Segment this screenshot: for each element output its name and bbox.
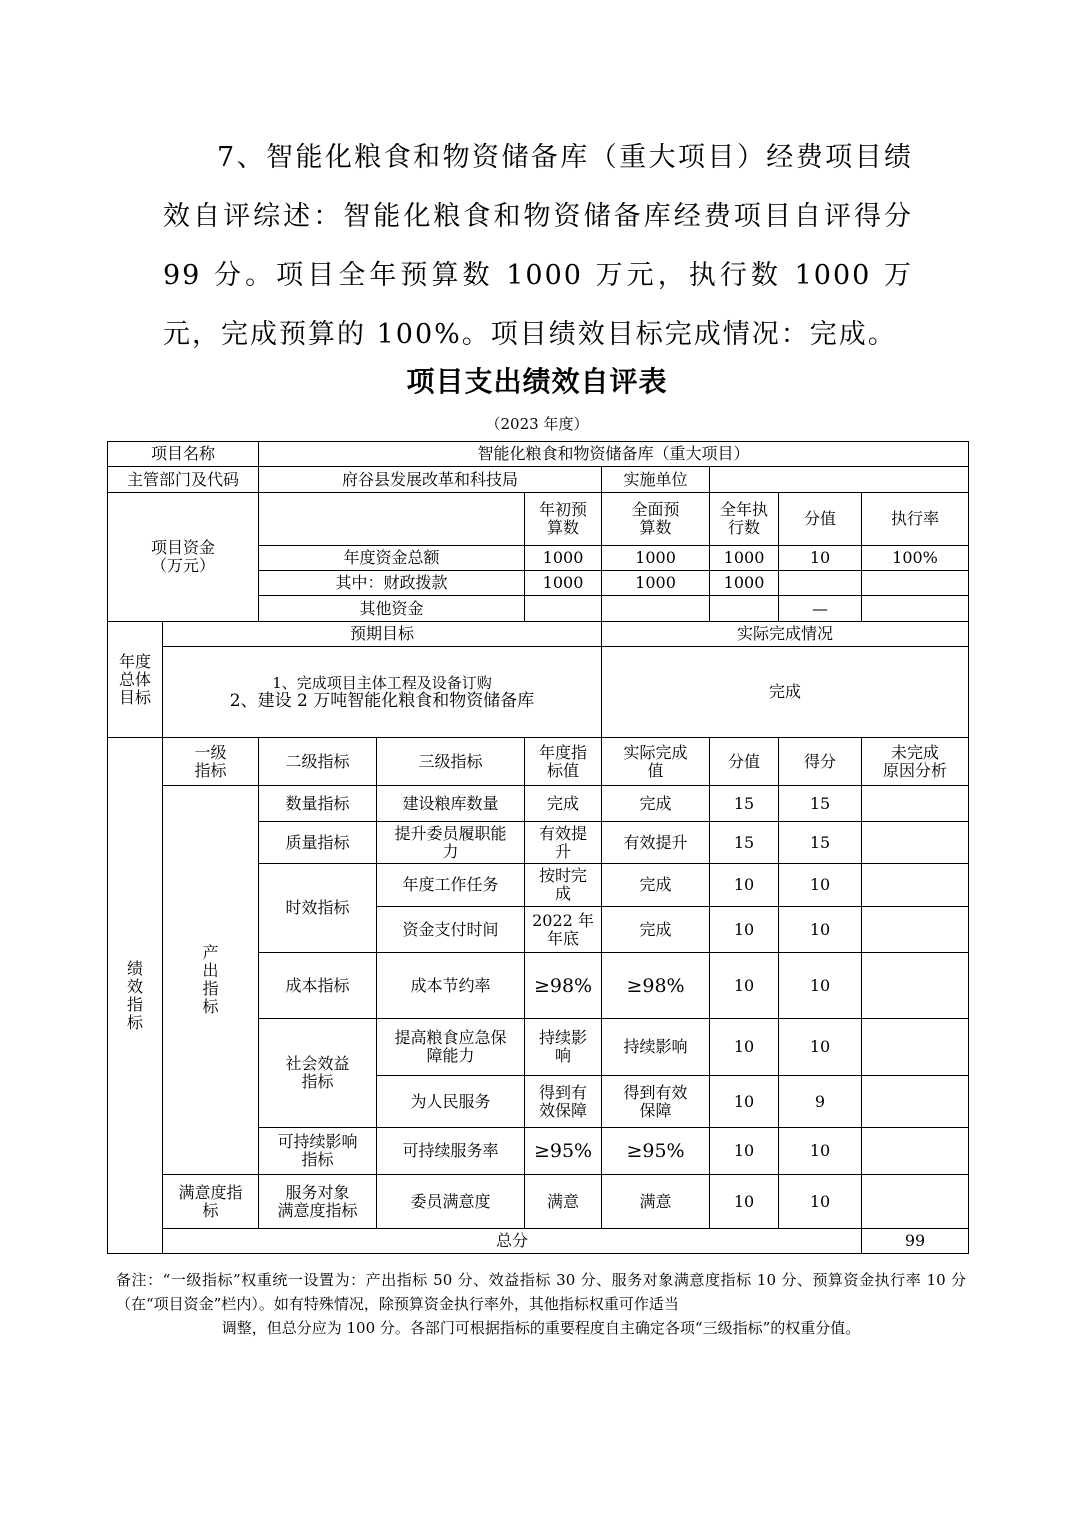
points-cell: 10: [710, 1128, 779, 1175]
perf-indicator-label: 绩 效 指 标: [108, 738, 163, 1254]
points-cell: 10: [710, 1076, 779, 1128]
actual-cell: 完成: [602, 864, 710, 907]
funds-cell: 1000: [525, 571, 602, 596]
expected-goal-text: [163, 647, 602, 738]
impl-unit-label: 实施单位: [602, 467, 710, 493]
score-cell: 9: [779, 1076, 862, 1128]
points-cell: 10: [710, 953, 779, 1019]
intro-paragraph: [163, 128, 913, 364]
score-cell: 15: [779, 822, 862, 864]
goal-line: 2、建设 2 万吨智能化粮食和物资储备库: [229, 691, 535, 711]
actual-cell: 满意: [602, 1175, 710, 1229]
output-indicator-label: 产 出 指 标: [163, 786, 259, 1175]
funds-label: 项目资金 （万元）: [108, 493, 259, 622]
actual-cell: 完成: [602, 907, 710, 953]
funds-cell: [862, 596, 969, 622]
perf-header-l3: 三级指标: [377, 738, 525, 786]
reason-cell: [862, 1076, 969, 1128]
points-cell: 10: [710, 864, 779, 907]
l3-cell: 为人民服务: [377, 1076, 525, 1128]
score-cell: 10: [779, 1019, 862, 1076]
reason-cell: [862, 786, 969, 822]
points-cell: 10: [710, 1175, 779, 1229]
l3-cell: 资金支付时间: [377, 907, 525, 953]
table-row: [108, 786, 969, 822]
l3-cell: 可持续服务率: [377, 1128, 525, 1175]
perf-header-reason: 未完成 原因分析: [862, 738, 969, 786]
l2-cell: 质量指标: [259, 822, 377, 864]
footnote-last-line: 调整，但总分应为 100 分。各部门可根据指标的重要程度自主确定各项“三级指标”的权重分值。: [221, 1319, 861, 1337]
project-name-label: 项目名称: [108, 442, 259, 467]
score-cell: 10: [779, 953, 862, 1019]
l3-cell: 委员满意度: [377, 1175, 525, 1229]
evaluation-table: [107, 441, 969, 1254]
project-name-value: 智能化粮食和物资储备库（重大项目）: [259, 442, 969, 467]
l3-cell: 建设粮库数量: [377, 786, 525, 822]
perf-header-actual: 实际完成 值: [602, 738, 710, 786]
funds-cell: 1000: [710, 546, 779, 571]
perf-header-points: 分值: [710, 738, 779, 786]
score-cell: 15: [779, 786, 862, 822]
points-cell: 15: [710, 822, 779, 864]
reason-cell: [862, 822, 969, 864]
funds-header-initial: 年初预 算数: [525, 493, 602, 546]
actual-cell: 有效提升: [602, 822, 710, 864]
annual-goal-label: 年度 总体 目标: [108, 622, 163, 738]
score-cell: 10: [779, 1175, 862, 1229]
actual-cell: ≥95%: [602, 1128, 710, 1175]
funds-cell: 1000: [710, 571, 779, 596]
funds-row-label: 其他资金: [259, 596, 525, 622]
total-score: 99: [862, 1229, 969, 1254]
actual-completion-text: 完成: [602, 647, 969, 738]
reason-cell: [862, 864, 969, 907]
actual-completion-label: 实际完成情况: [602, 622, 969, 647]
target-cell: ≥98%: [525, 953, 602, 1019]
target-cell: 2022 年 年底: [525, 907, 602, 953]
l2-cell: 社会效益 指标: [259, 1019, 377, 1128]
score-cell: 10: [779, 1128, 862, 1175]
footnote-text: 备注：“一级指标”权重统一设置为：产出指标 50 分、效益指标 30 分、服务对象满意度指标 10 分、预算资金执行率 10 分（在“项目资金”栏内）。如有特殊情况，除预算资金执行率外，其他指标权重可作适当: [116, 1271, 966, 1313]
l3-cell: 提升委员履职能 力: [377, 822, 525, 864]
actual-cell: 完成: [602, 786, 710, 822]
funds-cell: 1000: [525, 546, 602, 571]
year-label: （2023 年度）: [485, 415, 589, 433]
target-cell: 满意: [525, 1175, 602, 1229]
dept-label: 主管部门及代码: [108, 467, 259, 493]
target-cell: 持续影 响: [525, 1019, 602, 1076]
funds-cell: 1000: [602, 546, 710, 571]
funds-row-label: 其中：财政拨款: [259, 571, 525, 596]
total-row: [108, 1229, 969, 1254]
funds-cell: 1000: [602, 571, 710, 596]
l2-cell: 数量指标: [259, 786, 377, 822]
funds-cell: —: [779, 596, 862, 622]
funds-header-executed: 全年执行数: [710, 493, 779, 546]
perf-header-l2: 二级指标: [259, 738, 377, 786]
target-cell: 有效提 升: [525, 822, 602, 864]
funds-cell: [710, 596, 779, 622]
funds-cell: 10: [779, 546, 862, 571]
goal-line: 1、完成项目主体工程及设备订购: [272, 674, 492, 692]
l2-cell: 成本指标: [259, 953, 377, 1019]
score-cell: 10: [779, 907, 862, 953]
perf-header-target: 年度指 标值: [525, 738, 602, 786]
reason-cell: [862, 907, 969, 953]
perf-header-score: 得分: [779, 738, 862, 786]
total-label: 总分: [163, 1229, 862, 1254]
l3-cell: 年度工作任务: [377, 864, 525, 907]
reason-cell: [862, 1128, 969, 1175]
points-cell: 10: [710, 907, 779, 953]
funds-header-rate: 执行率: [862, 493, 969, 546]
funds-row-label: 年度资金总额: [259, 546, 525, 571]
target-cell: 得到有 效保障: [525, 1076, 602, 1128]
score-cell: 10: [779, 864, 862, 907]
reason-cell: [862, 1019, 969, 1076]
footnote: [116, 1268, 966, 1340]
funds-header-points: 分值: [779, 493, 862, 546]
actual-cell: 持续影响: [602, 1019, 710, 1076]
actual-cell: ≥98%: [602, 953, 710, 1019]
points-cell: 15: [710, 786, 779, 822]
reason-cell: [862, 953, 969, 1019]
satisfaction-indicator-label: 满意度指 标: [163, 1175, 259, 1229]
funds-header-blank: [259, 493, 525, 546]
actual-cell: 得到有效 保障: [602, 1076, 710, 1128]
funds-cell: 100%: [862, 546, 969, 571]
l2-cell: 服务对象 满意度指标: [259, 1175, 377, 1229]
dept-value: 府谷县发展改革和科技局: [259, 467, 602, 493]
reason-cell: [862, 1175, 969, 1229]
l2-cell: 时效指标: [259, 864, 377, 953]
l2-cell: 可持续影响 指标: [259, 1128, 377, 1175]
l3-cell: 提高粮食应急保 障能力: [377, 1019, 525, 1076]
target-cell: ≥95%: [525, 1128, 602, 1175]
funds-cell: [862, 571, 969, 596]
l3-cell: 成本节约率: [377, 953, 525, 1019]
target-cell: 完成: [525, 786, 602, 822]
expected-goal-label: 预期目标: [163, 622, 602, 647]
impl-unit-value: [710, 467, 969, 493]
table-row: [108, 1175, 969, 1229]
points-cell: 10: [710, 1019, 779, 1076]
perf-header-l1: 一级 指标: [163, 738, 259, 786]
target-cell: 按时完 成: [525, 864, 602, 907]
funds-cell: [525, 596, 602, 622]
funds-cell: [779, 571, 862, 596]
funds-cell: [602, 596, 710, 622]
intro-text: 7、智能化粮食和物资储备库（重大项目）经费项目绩效自评综述：智能化粮食和物资储备库经费项目自评得分 99 分。项目全年预算数 1000 万元，执行数 1000 万元，完成预算的 100%。项目绩效目标完成情况：完成。: [163, 142, 913, 350]
funds-header-full: 全面预 算数: [602, 493, 710, 546]
page-title: 项目支出绩效自评表: [406, 365, 668, 398]
